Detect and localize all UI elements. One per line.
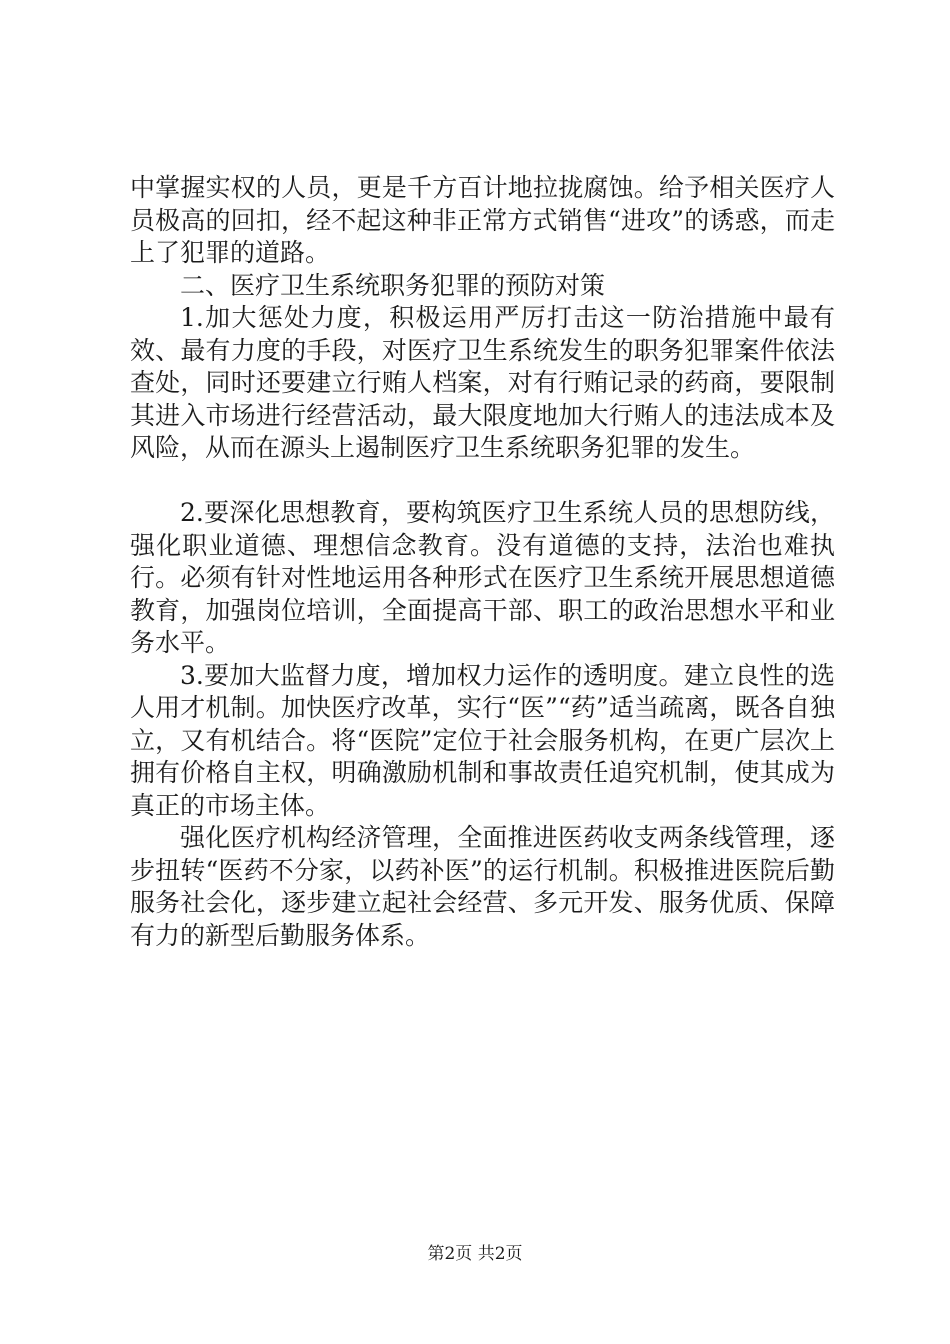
page-number-footer: 第2页 共2页 <box>427 1244 523 1264</box>
paragraph-item-1: 1.加大惩处力度，积极运用严厉打击这一防治措施中最有效、最有力度的手段，对医疗卫生系统发生的职务犯罪案件依法查处，同时还要建立行贿人档案，对有行贿记录的药商，要限制其进入市场进行经营活动，最大限度地加大行贿人的违法成本及风险，从而在源头上遏制医疗卫生系统职务犯罪的发生。 <box>130 303 835 462</box>
paragraph-item-3: 3.要加大监督力度，增加权力运作的透明度。建立良性的选人用才机制。加快医疗改革，实行“医”“药”适当疏离，既各自独立，又有机结合。将“医院”定位于社会服务机构，在更广层次上拥有价格自主权，明确激励机制和事故责任追究机制，使其成为真正的市场主体。 <box>130 660 835 820</box>
paragraph-continuation: 中掌握实权的人员，更是千方百计地拉拢腐蚀。给予相关医疗人员极高的回扣，经不起这种非正常方式销售“进攻”的诱惑，而走上了犯罪的道路。 <box>130 173 835 267</box>
blank-line <box>130 465 835 498</box>
document-body <box>130 172 835 952</box>
section-heading: 二、医疗卫生系统职务犯罪的预防对策 <box>180 270 606 300</box>
paragraph-item-2: 2.要深化思想教育，要构筑医疗卫生系统人员的思想防线，强化职业道德、理想信念教育。没有道德的支持，法治也难执行。必须有针对性地运用各种形式在医疗卫生系统开展思想道德教育，加强岗位培训，全面提高干部、职工的政治思想水平和业务水平。 <box>130 498 835 657</box>
paragraph-closing: 强化医疗机构经济管理，全面推进医药收支两条线管理，逐步扭转“医药不分家，以药补医”的运行机制。积极推进医院后勤服务社会化，逐步建立起社会经营、多元开发、服务优质、保障有力的新型后勤服务体系。 <box>130 823 835 950</box>
